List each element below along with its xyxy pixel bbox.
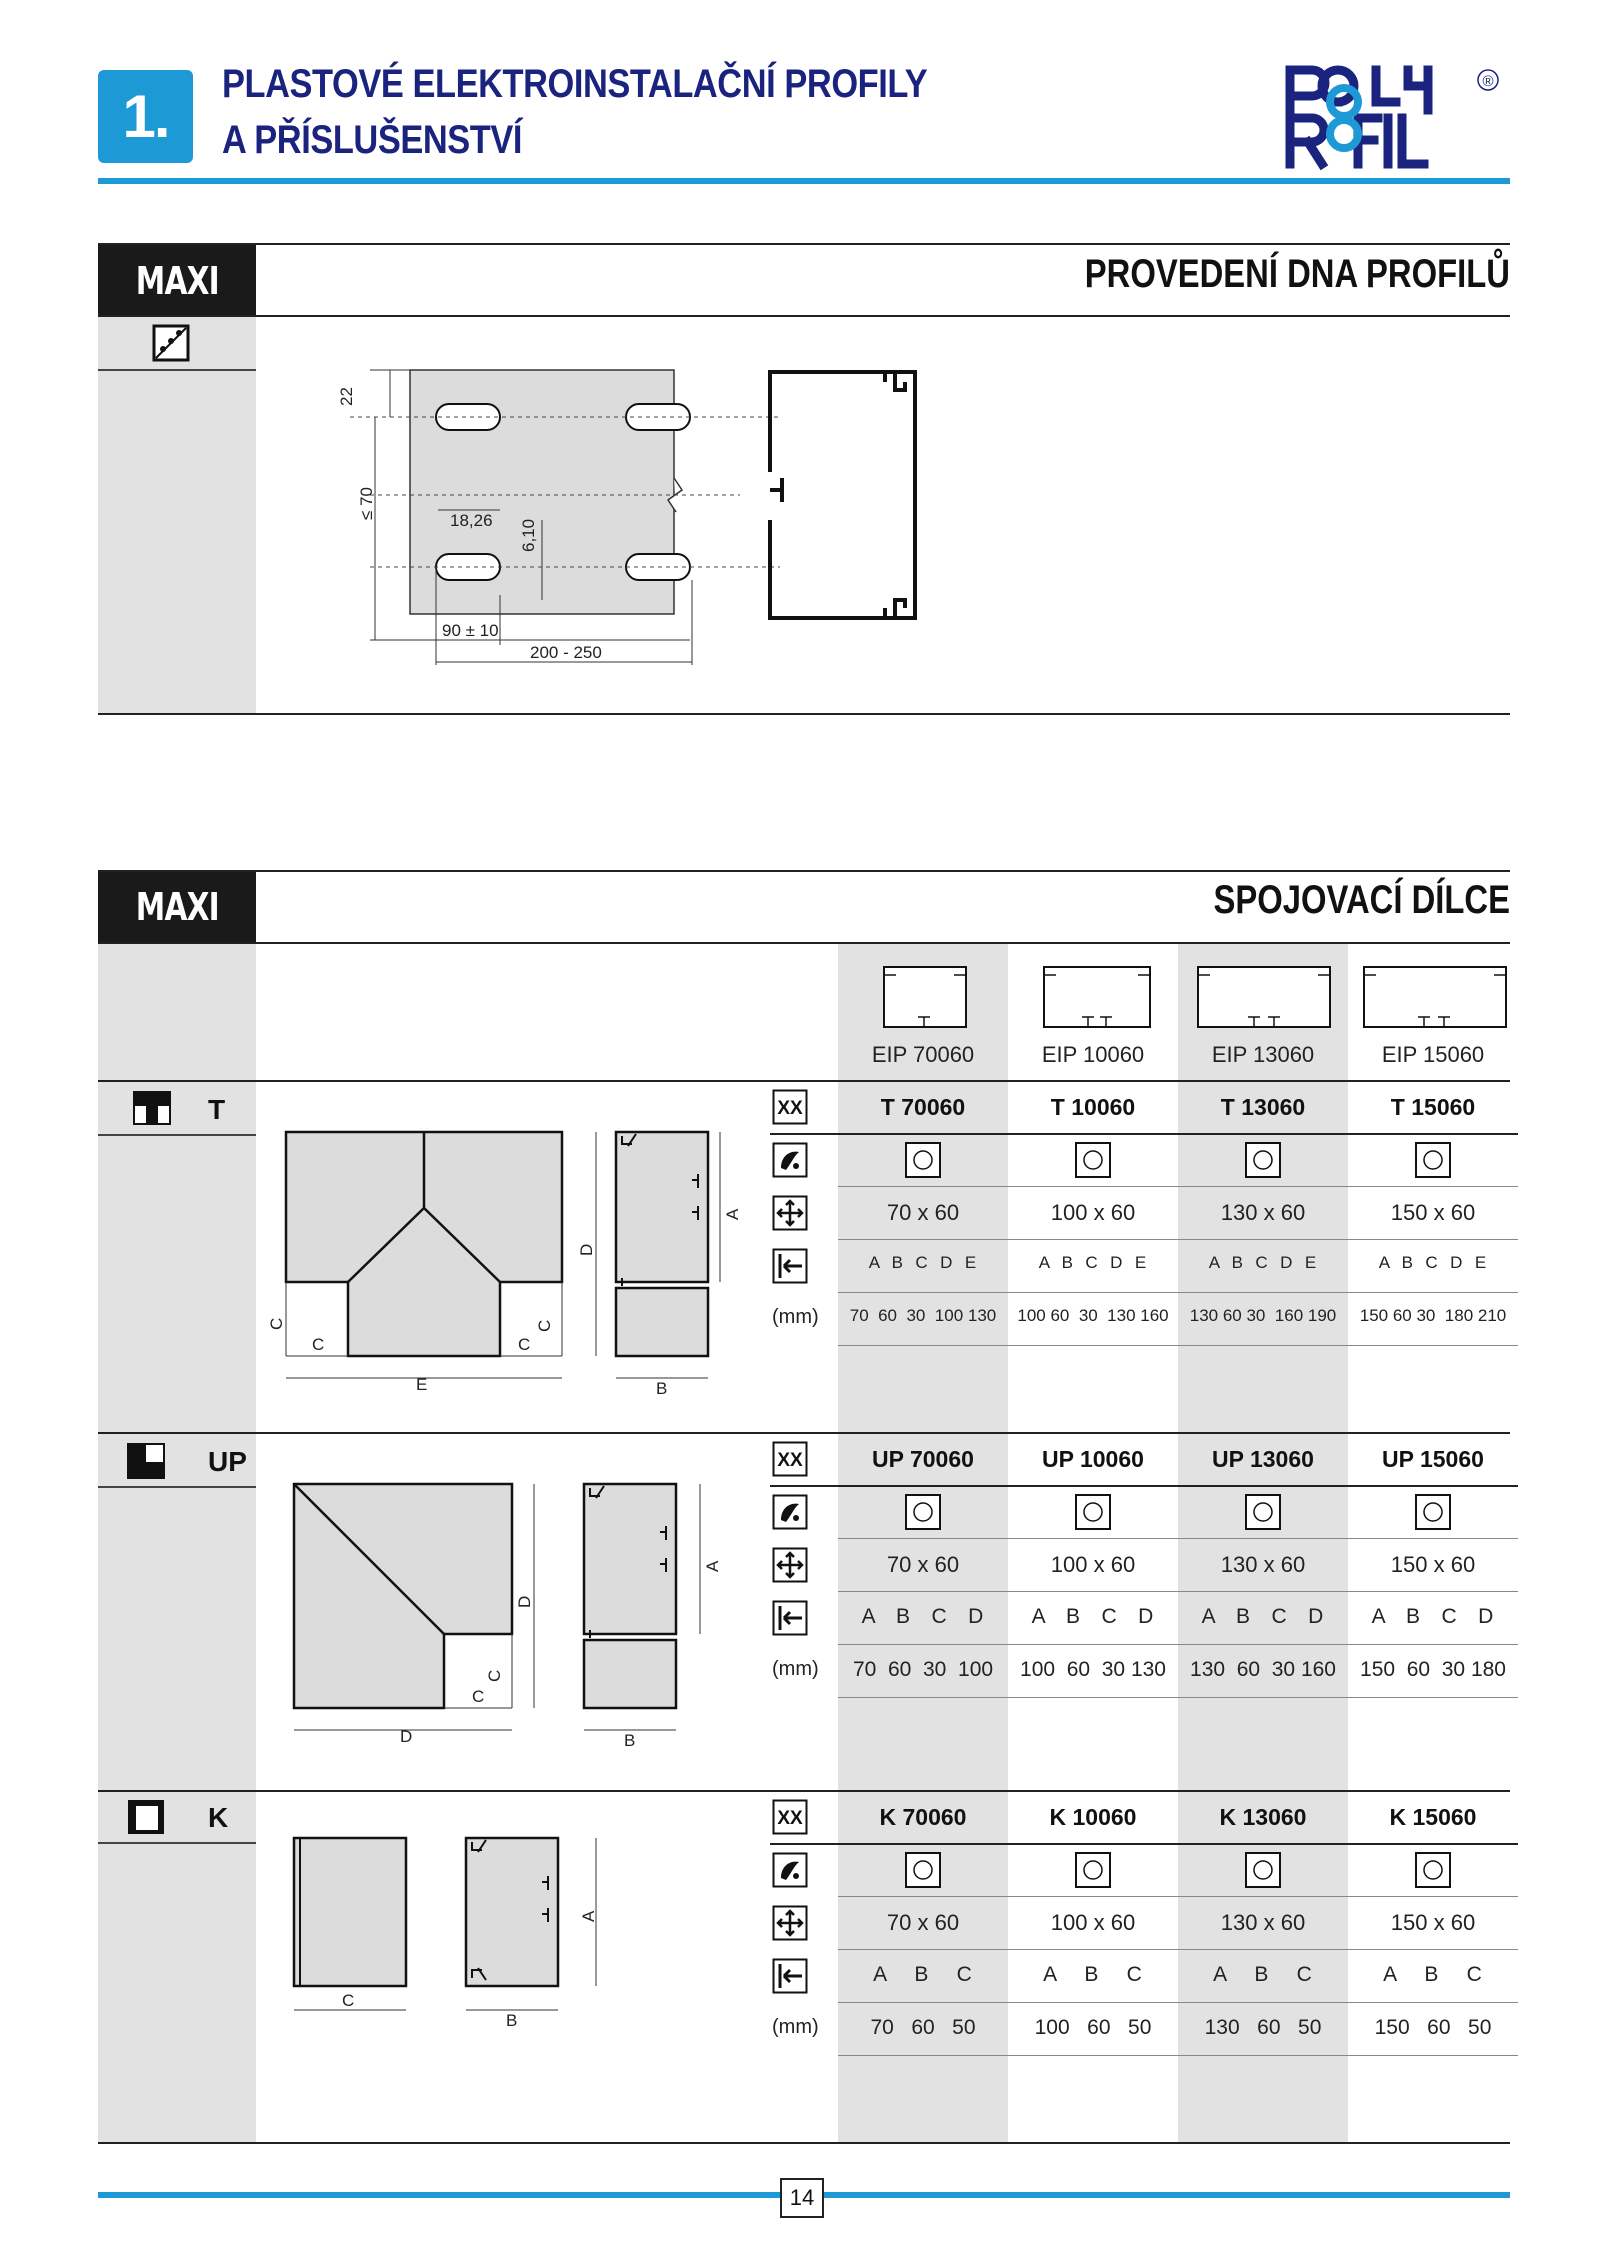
material-box-icon <box>1008 1499 1178 1537</box>
page-title-line1: PLASTOVÉ ELEKTROINSTALAČNÍ PROFILY <box>222 62 928 106</box>
table-row-rule <box>838 1292 1518 1293</box>
dim-a: A <box>579 1910 598 1922</box>
table-row-rule <box>838 1186 1518 1187</box>
section2-bottom-rule <box>98 2142 1510 2144</box>
dim-d: D <box>577 1243 596 1256</box>
table-row-rule <box>838 1644 1518 1645</box>
material-icon <box>772 1494 808 1535</box>
group-t-sidebar-rule <box>98 1134 256 1136</box>
material-box-icon <box>838 1147 1008 1185</box>
material-box-icon <box>1178 1499 1348 1537</box>
svg-text:XX: XX <box>777 1098 803 1119</box>
dim-c-bottom-right: C <box>518 1335 531 1354</box>
size-cell: 130 x 60 <box>1220 1552 1306 1577</box>
dim-values-cell: 150 60 30 180 210 <box>1359 1306 1507 1325</box>
code-icon <box>772 1089 808 1130</box>
dim-values-cell: 150 60 30 180 <box>1360 1658 1506 1681</box>
product-code: UP 15060 <box>1382 1446 1484 1472</box>
dim-b: B <box>624 1731 636 1750</box>
dim-letters-cell: A B C D <box>1371 1605 1495 1628</box>
dim-values-cell: 70 60 30 100 130 <box>849 1306 997 1325</box>
dim-e: E <box>416 1375 428 1394</box>
group-t-top-rule <box>98 1080 1510 1082</box>
table-row-rule <box>838 1697 1518 1698</box>
material-icon <box>772 1852 808 1893</box>
product-code: UP 10060 <box>1042 1446 1144 1472</box>
product-code: K 15060 <box>1389 1804 1477 1830</box>
dim-c-vertical: C <box>485 1669 504 1682</box>
dim-letters-cell: A B C D <box>1201 1605 1325 1628</box>
section2-maxi-badge: MAXI <box>98 872 256 942</box>
dim-values-cell: 130 60 30 160 190 <box>1189 1306 1337 1325</box>
polyprofil-logo <box>1278 62 1518 172</box>
dim-6-10: 6,10 <box>519 518 538 552</box>
material-box-icon <box>1178 1857 1348 1895</box>
page-title-line2: A PŘÍSLUŠENSTVÍ <box>222 118 523 162</box>
table-row-rule <box>770 1133 1518 1135</box>
profile-label-2: EIP 10060 <box>1041 1042 1145 1067</box>
dim-22: 22 <box>337 387 356 406</box>
dim-b: B <box>506 2011 518 2030</box>
elbow-icon <box>126 1442 166 1485</box>
code-icon <box>772 1799 808 1840</box>
dim-c-horizontal: C <box>472 1687 485 1706</box>
size-cell: 70 x 60 <box>886 1910 960 1935</box>
section2-sidebar <box>98 944 256 2144</box>
section1-bottom-rule <box>98 713 1510 715</box>
dim-c: C <box>342 1991 355 2010</box>
section1-maxi-badge: MAXI <box>98 245 256 316</box>
dim-values-cell: 130 60 50 <box>1204 2016 1322 2039</box>
section1-header-rule <box>98 315 1510 317</box>
page-number: 14 <box>780 2178 824 2218</box>
product-code: K 13060 <box>1219 1804 1307 1830</box>
dim-letters-cell: A B C D <box>861 1605 985 1628</box>
chapter-number: 1. <box>122 83 169 150</box>
material-box-icon <box>1348 1499 1518 1537</box>
profile-label-4: EIP 15060 <box>1381 1042 1485 1067</box>
group-t-label: T <box>208 1094 226 1125</box>
registered-mark: ® <box>1482 73 1494 90</box>
material-box-icon <box>838 1857 1008 1895</box>
table-row-rule <box>838 1239 1518 1240</box>
table-row-rule <box>838 1591 1518 1592</box>
dim-letters-cell: A B C D E <box>1038 1253 1148 1272</box>
table-row-rule <box>838 1538 1518 1539</box>
group-up-sidebar-rule <box>98 1486 256 1488</box>
size-icon <box>772 1547 808 1588</box>
dim-values-cell: 100 60 50 <box>1034 2016 1152 2039</box>
size-cell: 100 x 60 <box>1050 1552 1136 1577</box>
group-k-sidebar-rule <box>98 1842 256 1844</box>
size-icon <box>772 1905 808 1946</box>
size-cell: 100 x 60 <box>1050 1200 1136 1225</box>
dim-70: ≤ 70 <box>357 487 376 520</box>
material-icon <box>772 1142 808 1183</box>
material-box-icon <box>1008 1857 1178 1895</box>
dim-b: B <box>656 1379 668 1398</box>
dimension-icon <box>772 1248 808 1289</box>
size-cell: 150 x 60 <box>1390 1910 1476 1935</box>
dim-c-left: C <box>267 1317 286 1330</box>
svg-text:XX: XX <box>777 1808 803 1829</box>
product-code: UP 13060 <box>1212 1446 1314 1472</box>
dim-values-cell: 70 60 30 100 <box>852 1658 994 1681</box>
dim-letters-cell: A B C <box>1383 1963 1483 1986</box>
group-up-label: UP <box>208 1446 247 1477</box>
dim-c-bottom-left: C <box>312 1335 325 1354</box>
profile-label-1: EIP 70060 <box>871 1042 975 1067</box>
table-row-rule <box>838 1345 1518 1346</box>
profile-base-drawing <box>330 360 930 685</box>
group-k-top-rule <box>98 1790 1510 1792</box>
product-code: T 10060 <box>1050 1094 1136 1120</box>
dim-200-250: 200 - 250 <box>530 643 602 662</box>
tee-drawing <box>267 1120 742 1415</box>
section1-title: PROVEDENÍ DNA PROFILŮ <box>1084 252 1510 296</box>
dim-letters-cell: A B C D E <box>1208 1253 1318 1272</box>
product-code: T 13060 <box>1220 1094 1306 1120</box>
end-cap-drawing <box>280 1830 620 2045</box>
size-cell: 130 x 60 <box>1220 1200 1306 1225</box>
size-cell: 70 x 60 <box>886 1200 960 1225</box>
end-cap-icon <box>126 1798 166 1841</box>
mm-label: (mm) <box>772 1306 819 1328</box>
size-cell: 150 x 60 <box>1390 1200 1476 1225</box>
product-code: K 10060 <box>1049 1804 1137 1830</box>
section2-title: SPOJOVACÍ DÍLCE <box>1213 878 1510 922</box>
header-rule <box>98 178 1510 184</box>
code-icon <box>772 1441 808 1482</box>
material-box-icon <box>1348 1147 1518 1185</box>
dim-values-cell: 130 60 30 160 <box>1190 1658 1336 1681</box>
product-code: T 15060 <box>1390 1094 1476 1120</box>
table-row-rule <box>770 1485 1518 1487</box>
product-code: T 70060 <box>880 1094 966 1120</box>
dimension-icon <box>772 1600 808 1641</box>
dim-18-26: 18,26 <box>450 511 493 530</box>
dim-letters-cell: A B C D E <box>1378 1253 1488 1272</box>
dim-values-cell: 70 60 50 <box>870 2016 976 2039</box>
dim-letters-cell: A B C <box>1213 1963 1313 1986</box>
dim-values-cell: 100 60 30 130 160 <box>1017 1306 1169 1325</box>
dim-c-right: C <box>535 1319 554 1332</box>
section1-top-rule <box>98 243 1510 245</box>
mm-label: (mm) <box>772 1658 819 1680</box>
dim-letters-cell: A B C D <box>1031 1605 1155 1628</box>
size-cell: 70 x 60 <box>886 1552 960 1577</box>
group-up-top-rule <box>98 1432 1510 1434</box>
dim-values-cell: 100 60 30 130 <box>1020 1658 1166 1681</box>
dim-a: A <box>723 1208 742 1220</box>
size-cell: 100 x 60 <box>1050 1910 1136 1935</box>
perforated-base-icon <box>152 324 192 369</box>
profile-label-3: EIP 13060 <box>1211 1042 1315 1067</box>
dimension-icon <box>772 1958 808 1999</box>
elbow-drawing <box>280 1472 740 1767</box>
product-code: K 70060 <box>879 1804 967 1830</box>
dim-90-10: 90 ± 10 <box>442 621 499 640</box>
dim-letters-cell: A B C D E <box>868 1253 978 1272</box>
dim-letters-cell: A B C <box>1043 1963 1143 1986</box>
table-row-rule <box>770 1843 1518 1845</box>
section1-sidebar <box>98 317 256 713</box>
dim-letters-cell: A B C <box>873 1963 973 1986</box>
mm-label: (mm) <box>772 2016 819 2038</box>
size-icon <box>772 1195 808 1236</box>
table-row-rule <box>838 2002 1518 2003</box>
table-row-rule <box>838 2055 1518 2056</box>
dim-a: A <box>703 1560 722 1572</box>
table-row-rule <box>838 1949 1518 1950</box>
dim-d-horizontal: D <box>400 1727 413 1746</box>
dim-d-vertical: D <box>515 1595 534 1608</box>
group-k-label: K <box>208 1802 229 1833</box>
chapter-number-badge <box>98 70 193 163</box>
product-code: UP 70060 <box>872 1446 974 1472</box>
section2-top-rule <box>98 870 1510 872</box>
material-box-icon <box>1008 1147 1178 1185</box>
svg-text:XX: XX <box>777 1450 803 1471</box>
material-box-icon <box>1178 1147 1348 1185</box>
material-box-icon <box>1348 1857 1518 1895</box>
size-cell: 130 x 60 <box>1220 1910 1306 1935</box>
material-box-icon <box>838 1499 1008 1537</box>
tee-icon <box>132 1090 172 1131</box>
dim-values-cell: 150 60 50 <box>1374 2016 1492 2039</box>
section1-sidebar-rule <box>98 369 256 371</box>
table-row-rule <box>838 1896 1518 1897</box>
size-cell: 150 x 60 <box>1390 1552 1476 1577</box>
